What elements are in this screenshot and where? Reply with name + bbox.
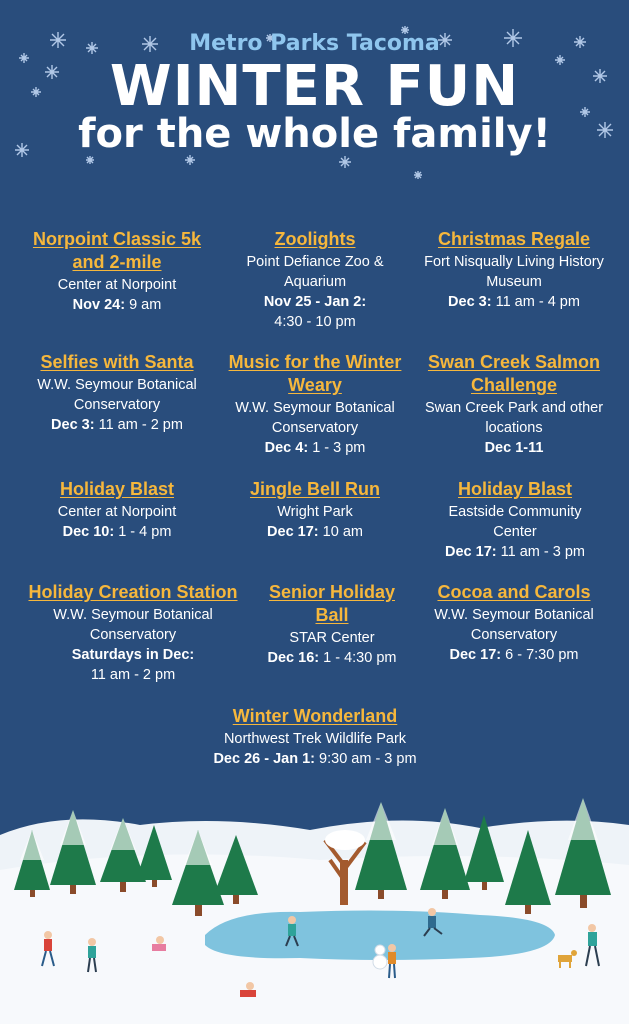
- event-location: STAR Center: [289, 630, 375, 646]
- event-title-link[interactable]: Swan Creek Salmon Challenge: [427, 352, 601, 395]
- event-hours: 4:30 - 10 pm: [274, 314, 356, 330]
- event-hours: 11 am - 3 pm: [500, 544, 585, 560]
- event-title-link[interactable]: Selfies with Santa: [40, 352, 194, 372]
- event-time: [22, 415, 212, 435]
- snowman-icon: [373, 945, 387, 969]
- event-card: [12, 581, 254, 685]
- event-location: Wright Park: [277, 504, 353, 520]
- event-date: Dec 17:: [445, 544, 497, 560]
- event-title-link[interactable]: Jingle Bell Run: [249, 479, 381, 499]
- event-card: [22, 228, 212, 315]
- event-date: Dec 26 - Jan 1:: [213, 751, 315, 767]
- event-time: [430, 542, 600, 562]
- event-time: [416, 438, 612, 458]
- event-title-link[interactable]: Winter Wonderland: [232, 706, 398, 726]
- event-time: [190, 749, 440, 769]
- event-card: [418, 228, 610, 312]
- event-title-link[interactable]: Music for the Winter Weary: [228, 352, 402, 395]
- event-date: Dec 3:: [51, 417, 95, 433]
- event-location: W.W. Seymour Botanical Conservatory: [235, 400, 395, 436]
- event-location: Fort Nisqually Living History Museum: [424, 254, 604, 290]
- event-hours: 11 am - 2 pm: [98, 417, 183, 433]
- event-location: W.W. Seymour Botanical Conservatory: [37, 377, 197, 413]
- event-location: Swan Creek Park and other locations: [424, 400, 604, 436]
- event-date: Dec 1-11: [484, 440, 544, 456]
- event-time: [418, 292, 610, 312]
- event-time: [258, 648, 406, 668]
- event-title-link[interactable]: Holiday Creation Station: [28, 582, 238, 602]
- event-hours: 1 - 3 pm: [312, 440, 366, 456]
- winter-scene-illustration: [0, 790, 629, 1024]
- event-card: [220, 351, 410, 458]
- event-hours: 10 am: [322, 524, 363, 540]
- event-date: Dec 17:: [267, 524, 319, 540]
- event-date: Dec 16:: [267, 650, 320, 666]
- event-card: [190, 705, 440, 769]
- event-title-link[interactable]: Holiday Blast: [457, 479, 573, 499]
- event-date: Dec 10:: [62, 524, 115, 540]
- event-date: Nov 25 - Jan 2:: [263, 294, 367, 310]
- event-title-link[interactable]: Cocoa and Carols: [437, 582, 591, 602]
- event-time: [22, 522, 212, 542]
- event-hours: 1 - 4:30 pm: [323, 650, 397, 666]
- event-time: [12, 645, 254, 685]
- event-location: Eastside Community Center: [448, 504, 582, 540]
- event-card: [258, 581, 406, 668]
- event-card: [220, 478, 410, 542]
- snowflake-icon: [414, 171, 422, 179]
- event-date: Dec 3:: [448, 294, 492, 310]
- event-time: [220, 522, 410, 542]
- event-time: [224, 292, 406, 332]
- event-location: W.W. Seymour Botanical Conservatory: [53, 607, 213, 643]
- event-title-link[interactable]: Christmas Regale: [437, 229, 591, 249]
- event-time: [22, 295, 212, 315]
- event-card: [416, 351, 612, 458]
- event-card: [430, 478, 600, 562]
- event-location: Center at Norpoint: [57, 504, 177, 520]
- event-title-link[interactable]: Holiday Blast: [59, 479, 175, 499]
- event-time: [220, 438, 410, 458]
- event-title-link[interactable]: Senior Holiday Ball: [268, 582, 396, 625]
- event-date: Nov 24:: [72, 297, 126, 313]
- event-title-link[interactable]: Zoolights: [274, 229, 356, 249]
- event-location: W.W. Seymour Botanical Conservatory: [434, 607, 594, 643]
- brand-name: Metro Parks Tacoma: [189, 31, 440, 56]
- page-headline: WINTER FUN: [109, 54, 520, 119]
- event-hours: 9:30 am - 3 pm: [319, 751, 417, 767]
- event-location: Center at Norpoint: [57, 277, 177, 293]
- event-location: Northwest Trek Wildlife Park: [223, 731, 407, 747]
- page-subline: for the whole family!: [78, 111, 551, 157]
- event-hours: 11 am - 2 pm: [90, 667, 176, 683]
- event-location: Point Defiance Zoo & Aquarium: [246, 254, 384, 290]
- event-time: [418, 645, 610, 665]
- event-hours: 1 - 4 pm: [118, 524, 172, 540]
- event-card: [418, 581, 610, 665]
- event-title-link[interactable]: Norpoint Classic 5k and 2-mile: [32, 229, 202, 272]
- event-hours: 6 - 7:30 pm: [505, 647, 579, 663]
- event-card: [22, 351, 212, 435]
- event-card: [224, 228, 406, 332]
- event-date: Saturdays in Dec:: [71, 647, 195, 663]
- event-hours: 11 am - 4 pm: [495, 294, 580, 310]
- event-date: Dec 17:: [449, 647, 502, 663]
- event-date: Dec 4:: [264, 440, 309, 456]
- event-hours: 9 am: [129, 297, 162, 313]
- event-card: [22, 478, 212, 542]
